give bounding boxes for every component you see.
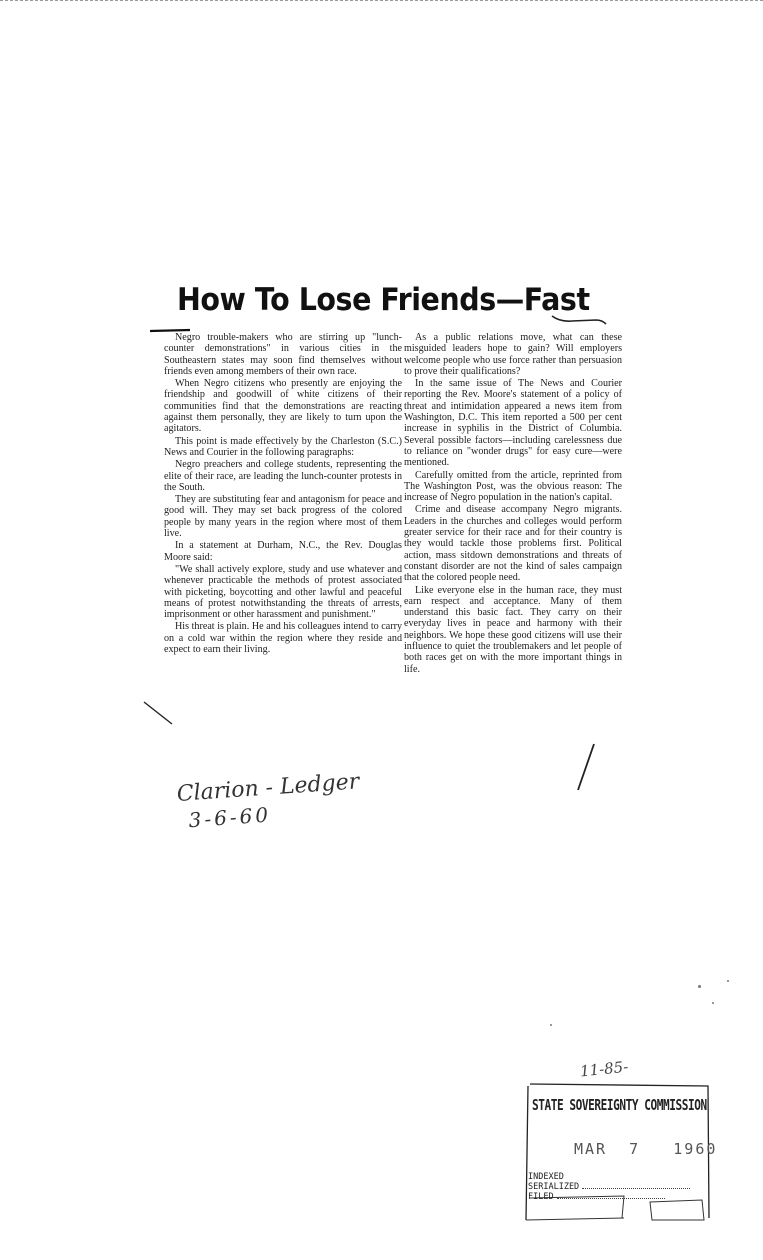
- stamp-field-filed: FILED: [528, 1192, 690, 1202]
- stamp-field-line: [582, 1188, 690, 1189]
- left-column: [164, 332, 402, 656]
- paragraph: Carefully omitted from the article, reprinted from The Washington Post, was the obvious reason: The increase of Negro population in the nation's capital.: [404, 469, 622, 504]
- page-top-edge: [0, 0, 763, 5]
- end-pen-stroke: [574, 742, 598, 794]
- paragraph: Negro preachers and college students, representing the elite of their race, are leading the lunch-counter protests in the South.: [164, 459, 402, 493]
- stamp-date-year: 1960: [673, 1140, 718, 1158]
- stamp-fields: [528, 1172, 690, 1202]
- stamp-date-day: 7: [629, 1140, 641, 1158]
- paragraph: Like everyone else in the human race, they must earn respect and acceptance. Many of them understand this basic fact. They carry on their everyday lives in peace and harmony with their neighbors. We hope these good citizens will use their influence to quiet the troublemakers and let people of both races get on with the more important things in life.: [404, 584, 622, 675]
- headline: How To Lose Friends—Fast: [177, 282, 590, 318]
- paragraph: Crime and disease accompany Negro migrants. Leaders in the churches and colleges would perform greater service for their race and for their country is they would tackle those problems first. Political action, mass sitdown demonstrations and threats of constant disorder are not the kind of sales campaign that the colored people need.: [404, 504, 622, 584]
- handwritten-source: Clarion - Ledger: [176, 769, 361, 807]
- paragraph: His threat is plain. He and his colleagues intend to carry on a cold war within the region where they reside and expect to earn their living.: [164, 621, 402, 656]
- handwritten-source-note: [176, 769, 362, 834]
- newspaper-clipping: [150, 282, 622, 772]
- scan-speck: [712, 1002, 714, 1004]
- stamp-field-line: [557, 1198, 665, 1199]
- scan-speck: [550, 1024, 552, 1026]
- paragraph: In the same issue of The News and Courier reporting the Rev. Moore's statement of a policy of threat and intimidation appeared a news item from Washington, D.C. This item reported a 500 per cent increase in syphilis in the District of Columbia. Several possible factors—including carelessness due to reliance on "wonder drugs" for easy cure—were mentioned.: [404, 378, 622, 469]
- stamp-title: STATE SOVEREIGNTY COMMISSION: [532, 1096, 707, 1114]
- stamp-field-indexed: INDEXED: [528, 1172, 564, 1182]
- stamp-field-serialized: SERIALIZED: [528, 1182, 690, 1192]
- paragraph: In a statement at Durham, N.C., the Rev. Douglas Moore said:: [164, 540, 402, 563]
- right-column: [404, 332, 622, 676]
- headline-underline-stroke: [550, 312, 610, 326]
- paragraph: As a public relations move, what can these misguided leaders hope to gain? Will employers welcome people who use force rather than persuasion to prove their qualifications?: [404, 332, 622, 377]
- scan-speck: [727, 980, 729, 982]
- stamp-date: [574, 1140, 717, 1158]
- scan-speck: [698, 985, 701, 988]
- handwritten-date: 3-6-60: [187, 802, 272, 833]
- paragraph: "We shall actively explore, study and use whatever and whenever practicable the methods of protest associated with picketing, boycotting and other lawful and peaceful means of protest notwithstanding the threats of arrests, imprisonment or other harassment and punishment.": [164, 563, 402, 621]
- margin-pen-stroke: [142, 700, 176, 730]
- stamp-date-month: MAR: [574, 1140, 608, 1158]
- paragraph: This point is made effectively by the Charleston (S.C.) News and Courier in the following paragraphs:: [164, 435, 402, 458]
- paragraph: When Negro citizens who presently are enjoying the friendship and goodwill of white citizens of their communities find that the demonstrations are reacting against them personally, they are likely to turn upon the agitators.: [164, 378, 402, 435]
- paragraph: Negro trouble-makers who are stirring up "lunch-counter demonstrations" in various cities in the Southeastern states may soon find themselves without friends even among members of their own race.: [164, 332, 402, 377]
- stamp-handwritten-number: 11-85-: [579, 1057, 630, 1081]
- paragraph: They are substituting fear and antagonism for peace and good will. They may set back progress of the colored people by many years in the region where most of them live.: [164, 494, 402, 540]
- state-sovereignty-commission-stamp: [524, 1082, 718, 1222]
